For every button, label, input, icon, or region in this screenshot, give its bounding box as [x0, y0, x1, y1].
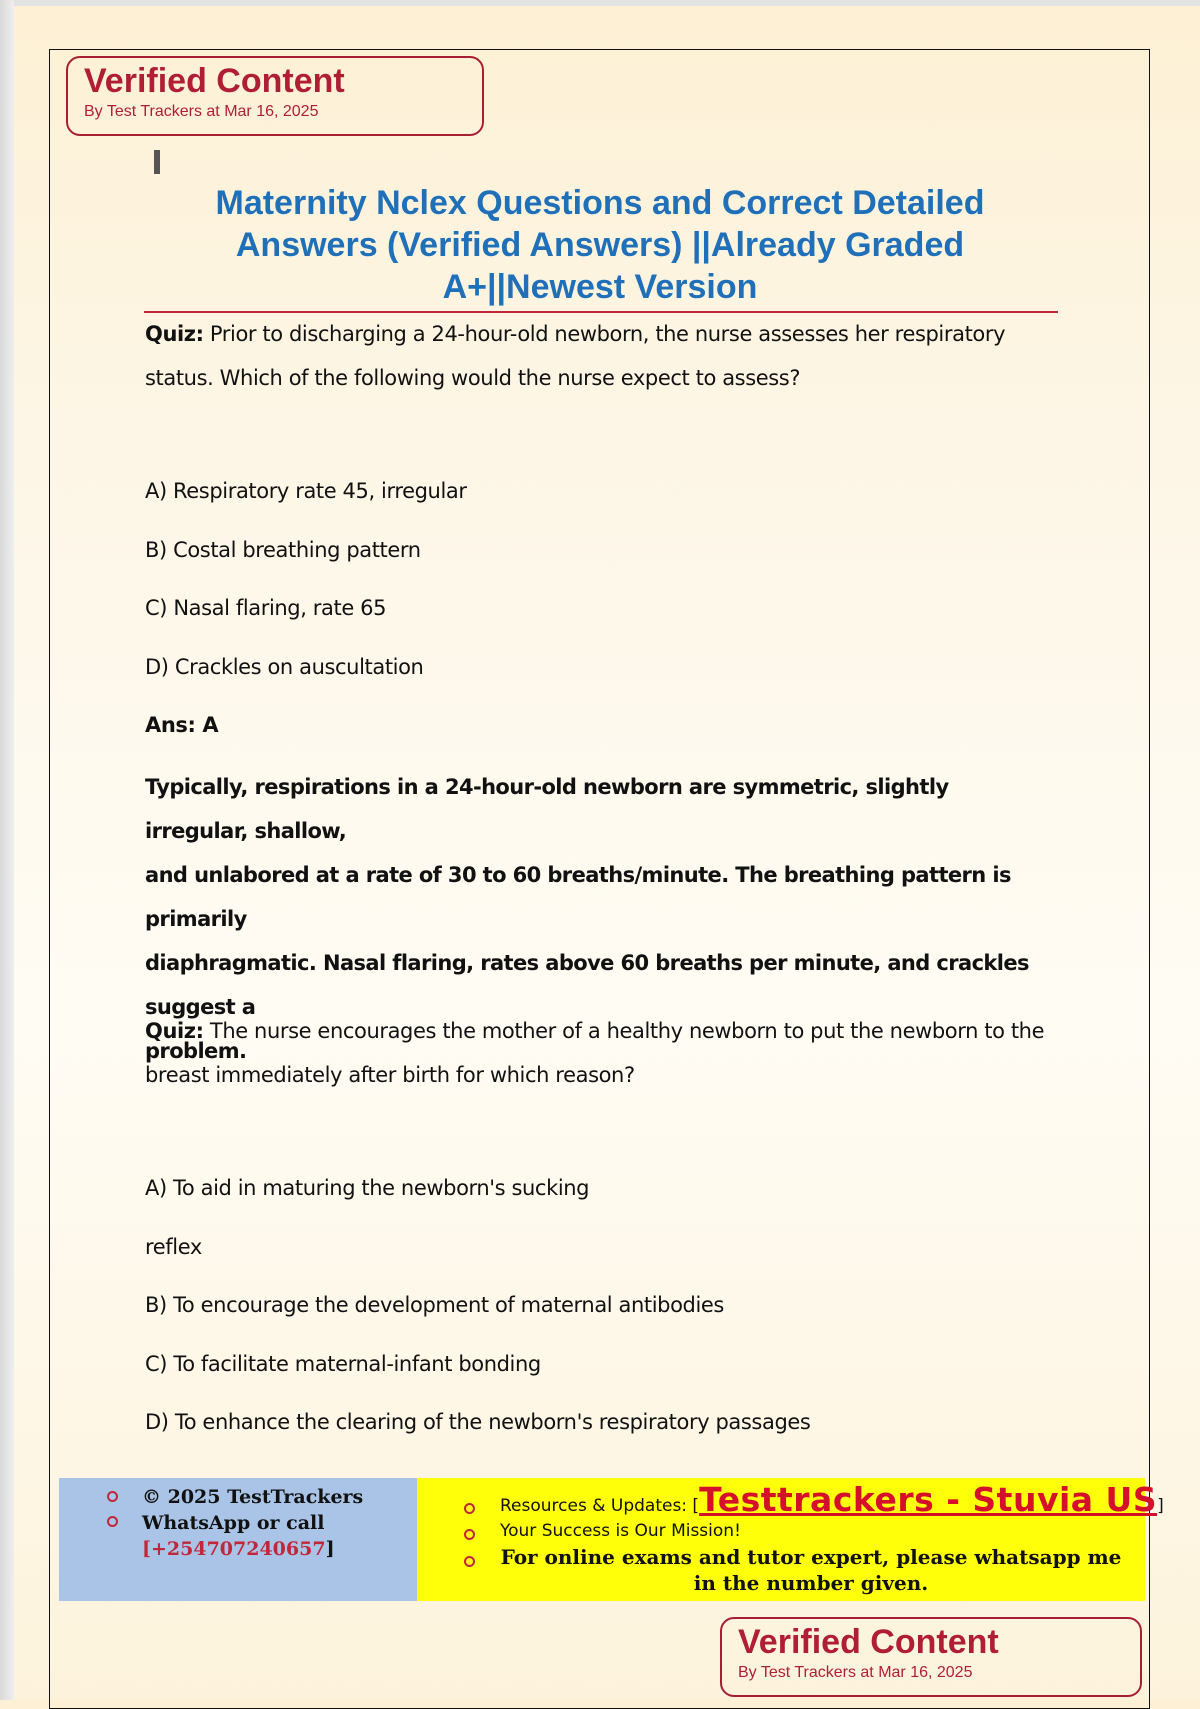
bullet-icon [107, 1491, 118, 1502]
title-line: Maternity Nclex Questions and Correct Detailed [215, 184, 985, 222]
option-c: C) To facilitate maternal-infant bonding [145, 1352, 541, 1376]
footer-contact-panel [59, 1478, 417, 1601]
question-stem-line [145, 1009, 1045, 1053]
bracket: ] [325, 1538, 335, 1560]
window-left-edge [0, 0, 14, 1700]
stamp-title: Verified Content [84, 62, 345, 100]
rationale-line: and unlabored at a rate of 30 to 60 breaths/minute. The breathing pattern is primarily [145, 863, 1011, 931]
option-b: B) Costal breathing pattern [145, 538, 421, 562]
stem-text: Prior to discharging a 24-hour-old newborn, the nurse assesses her respiratory [203, 322, 1006, 346]
bullet-icon [464, 1503, 475, 1514]
tutor-line: in the number given. [693, 1571, 929, 1595]
question-stem-line: breast immediately after birth for which reason? [145, 1063, 635, 1087]
bullet-icon [464, 1529, 475, 1540]
rationale-line: diaphragmatic. Nasal flaring, rates above 60 breaths per minute, and crackles suggest a [145, 951, 1029, 1019]
verified-stamp-top [66, 56, 484, 136]
verified-stamp-bottom [720, 1617, 1142, 1697]
title-line: Answers (Verified Answers) ||Already Graded [235, 226, 965, 264]
answer-label: Ans: A [145, 713, 219, 737]
bracket: [ [142, 1538, 151, 1560]
option-b: B) To encourage the development of maternal antibodies [145, 1293, 724, 1317]
resources-line [500, 1480, 1164, 1519]
footer-contact-list [142, 1484, 363, 1562]
page-title [145, 182, 1055, 308]
mission-text: Your Success is Our Mission! [500, 1521, 741, 1541]
bracket: ] [1157, 1496, 1164, 1516]
question-stem-line: status. Which of the following would the nurse expect to assess? [145, 366, 801, 390]
quiz-label: Quiz: [145, 322, 204, 346]
option-a: A) To aid in maturing the newborn's sucking [145, 1176, 590, 1200]
quiz-label: Quiz: [145, 1019, 204, 1043]
footer-resources-panel [417, 1478, 1164, 1601]
stem-text: The nurse encourages the mother of a healthy newborn to put the newborn to the [203, 1019, 1045, 1043]
phone-number [142, 1536, 363, 1562]
rationale-line: problem. [145, 1039, 247, 1063]
bullet-icon [464, 1556, 475, 1567]
option-c: C) Nasal flaring, rate 65 [145, 596, 387, 620]
window-top-edge [0, 0, 1200, 6]
option-a-continued: reflex [145, 1235, 202, 1259]
whatsapp-label: WhatsApp or call [142, 1512, 325, 1534]
stamp-subtitle: By Test Trackers at Mar 16, 2025 [84, 103, 319, 120]
text-cursor-icon [154, 150, 160, 174]
option-d: D) To enhance the clearing of the newborn's respiratory passages [145, 1410, 811, 1434]
option-a: A) Respiratory rate 45, irregular [145, 479, 467, 503]
stamp-subtitle: By Test Trackers at Mar 16, 2025 [738, 1664, 973, 1681]
tutor-line: For online exams and tutor expert, please whatsapp me [500, 1545, 1122, 1569]
stamp-title: Verified Content [738, 1623, 999, 1661]
copyright: © 2025 TestTrackers [142, 1486, 364, 1508]
question-1-stem [145, 312, 1045, 400]
question-stem-line [145, 312, 1045, 356]
resources-label: Resources & Updates: [ [500, 1496, 700, 1516]
tutor-note [477, 1544, 1145, 1596]
option-d: D) Crackles on auscultation [145, 655, 424, 679]
bullet-icon [107, 1516, 118, 1527]
stuvia-link[interactable]: Testtrackers - Stuvia US [699, 1480, 1158, 1519]
rationale-line: Typically, respirations in a 24-hour-old newborn are symmetric, slightly irregular, shallow, [145, 775, 949, 843]
phone-link[interactable]: +254707240657 [151, 1538, 326, 1560]
question-2-stem [145, 1009, 1045, 1097]
title-line: A+||Newest Version [442, 268, 758, 306]
